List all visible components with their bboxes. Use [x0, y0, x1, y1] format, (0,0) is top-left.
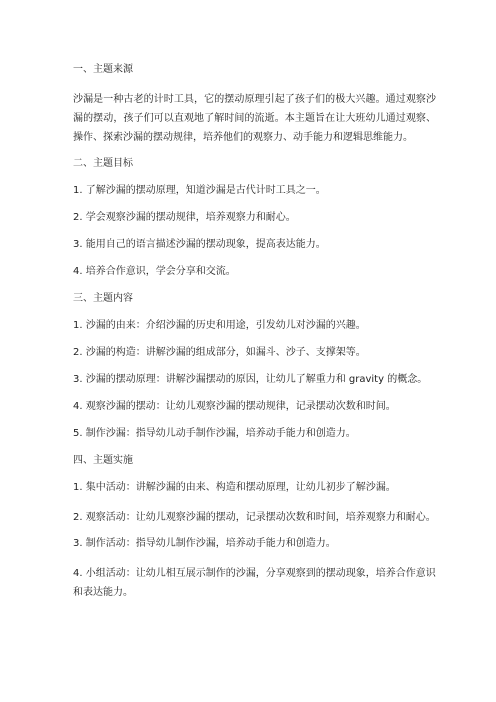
section-heading-topic-source: 一、主题来源 [73, 64, 133, 75]
list-item: 5. 制作沙漏：指导幼儿动手制作沙漏，培养动手能力和创造力。 [73, 428, 356, 439]
list-item: 2. 沙漏的构造：讲解沙漏的组成部分，如漏斗、沙子、支撑架等。 [73, 347, 366, 358]
list-item: 3. 沙漏的摆动原理：讲解沙漏摆动的原因，让幼儿了解重力和 gravity 的概念。 [73, 374, 428, 385]
section-heading-topic-content: 三、主题内容 [73, 293, 133, 304]
list-item: 3. 能用自己的语言描述沙漏的摆动现象，提高表达能力。 [73, 239, 326, 250]
list-item: 1. 了解沙漏的摆动原理，知道沙漏是古代计时工具之一。 [73, 185, 326, 196]
list-item: 4. 小组活动：让幼儿相互展示制作的沙漏，分享观察到的摆动现象，培养合作意识和表达能力。 [73, 568, 436, 598]
list-item: 3. 制作活动：指导幼儿制作沙漏，培养动手能力和创造力。 [73, 538, 336, 549]
list-item: 1. 沙漏的由来：介绍沙漏的历史和用途，引发幼儿对沙漏的兴趣。 [73, 320, 366, 331]
list-item: 4. 培养合作意识，学会分享和交流。 [73, 266, 236, 277]
paragraph-topic-source: 沙漏是一种古老的计时工具，它的摆动原理引起了孩子们的极大兴趣。通过观察沙漏的摆动，孩子们可以直观地了解时间的流逝。本主题旨在让大班幼儿通过观察、操作、探索沙漏的摆动规律，培养他们的观察力、动手能力和逻辑思维能力。 [73, 94, 436, 143]
list-item: 4. 观察沙漏的摆动：让幼儿观察沙漏的摆动规律，记录摆动次数和时间。 [73, 401, 396, 412]
section-heading-topic-goals: 二、主题目标 [73, 158, 133, 169]
list-item: 2. 观察活动：让幼儿观察沙漏的摆动，记录摆动次数和时间，培养观察力和耐心。 [73, 512, 436, 523]
list-item: 1. 集中活动：讲解沙漏的由来、构造和摆动原理，让幼儿初步了解沙漏。 [73, 482, 396, 493]
section-heading-topic-implementation: 四、主题实施 [73, 455, 133, 466]
list-item: 2. 学会观察沙漏的摆动规律，培养观察力和耐心。 [73, 212, 296, 223]
